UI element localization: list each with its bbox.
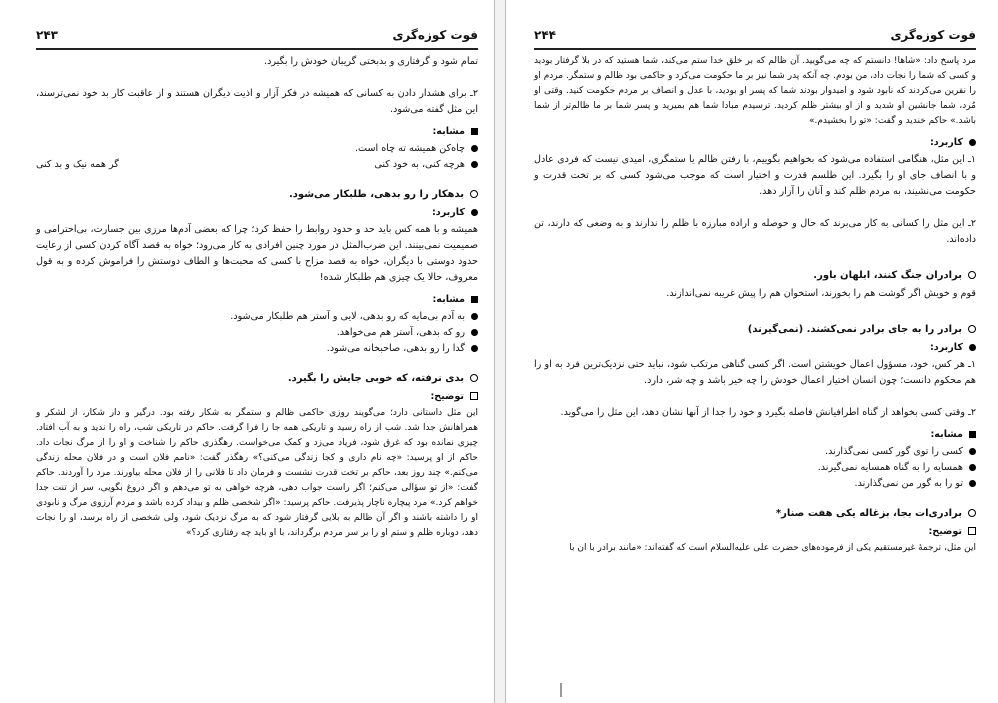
page-bottom-mark xyxy=(560,683,562,697)
left-usage-text: همیشه و با همه کس باید حد و حدود روابط را حفظ کرد؛ چرا که بعضی آدم‌ها مرزی بین جسارت، بی‌احترامی و صمیمیت نمی‌بینند. این ضرب‌المثل در مورد چنین افرادی به کار می‌رود؛ خواه به قصد آگاه کردن کسی از رعایت حدود دوستی با دیگران، خواه به قصد مزاح با کسی که محبت‌ها و الطاف دوستش را فراموش کرده و به قول معروف، حالا یک چیزی هم طلبکار شده! xyxy=(36,224,478,283)
left-similar-item-1: چاه‌کن همیشه ته چاه است. xyxy=(354,143,465,154)
list-item xyxy=(36,325,478,341)
dot-bullet-icon xyxy=(969,139,976,146)
dot-bullet-icon xyxy=(471,145,478,152)
right-usage2-1: ۱ـ هر کس، خود، مسؤول اعمال خویشتن است. اگر کسی گناهی مرتکب شود، نباید حتی نزدیک‌ترین فرد به او را هم محکوم دانست؛ چون انسان اختیار اعمال خودش را چه خیر باشد و چه شر، دارد. xyxy=(534,359,976,386)
dot-bullet-icon xyxy=(969,464,976,471)
left-intro: تمام شود و گرفتاری و بدبختی گریبان خودش را بگیرد. xyxy=(264,56,478,67)
right-running-title: فوت کوزه‌گری xyxy=(890,28,976,42)
left-similar2-heading xyxy=(36,292,478,308)
left-similar2-label: مشابه: xyxy=(432,294,465,305)
left-proverb-1-text: بدهکار را رو بدهی، طلبکار می‌شود. xyxy=(289,189,464,200)
left-proverb-2-text: بدی نرفته، که خوبی جایش را بگیرد. xyxy=(287,373,464,384)
left-similar2-item-2: رو که بدهی، آستر هم می‌خواهد. xyxy=(336,327,465,338)
left-similar-heading xyxy=(36,124,478,140)
left-page xyxy=(22,0,492,703)
list-item xyxy=(36,309,478,325)
right-page-body xyxy=(534,54,976,562)
circle-bullet-icon xyxy=(968,509,976,517)
left-usage-label: کاربرد: xyxy=(431,207,465,218)
left-explain-heading xyxy=(36,389,478,405)
right-usage-label: کاربرد: xyxy=(929,137,963,148)
dot-bullet-icon xyxy=(471,313,478,320)
hollow-square-bullet-icon xyxy=(968,527,976,535)
right-usage-2: ۲ـ این مثل را کسانی به کار می‌برند که حال و حوصله و اراده مبارزه با ظلم را ندارند و به وضعی که دارند، تن داده‌اند. xyxy=(534,218,976,245)
right-explain-text: این مثل، ترجمهٔ غیرمستقیم یکی از فرموده‌های حضرت علی علیه‌السلام است که گفته‌اند: «مانند برادر با ان با xyxy=(569,543,976,553)
dot-bullet-icon xyxy=(471,209,478,216)
right-proverb-2-title xyxy=(534,322,976,338)
circle-bullet-icon xyxy=(470,190,478,198)
left-similar-list xyxy=(36,141,478,173)
dot-bullet-icon xyxy=(969,480,976,487)
left-explain-text: این مثل داستانی دارد؛ می‌گویند روزی حاکمی ظالم و ستمگر به شکار رفته بود. درگیر و دار شکار، از لشکر و همراهانش جدا شد. شب از راه رسید و تاریکی همه جا را فرا گرفت. حاکم در تاریکی شب، راه را ندید و به آب افتاد. چیزی نمانده بود که غرق شود، فریاد می‌زد و کمک می‌خواست. رهگذری حاکم را شناخت و او را از مرگ نجات داد. حاکم از او پرسید: «چه نام داری و کجا زندگی می‌کنی؟» رهگذر گفت: «نامم فلان است و در فلان محله زندگی می‌کنم.» چند روز بعد، حاکم بر تخت قدرت نشست و فرمان داد تا فلانی را از فلان محله بیاورند. مرد را آوردند. حاکم گفت: «از تو سؤالی می‌کنم؛ اگر راست جواب دهی، هرچه خواهی به تو می‌دهم و اگر دروغ بگویی، سر از تنت جدا خواهم کرد.» مرد پیچاره ناچار پذیرفت. حاکم پرسید: «اگر شخصی ظلم و بیداد کرده باشد و مردم آرزوی مرگ و نابودی او را داشته باشند و اگر آن ظالم به بلایی گرفتار شود که به مرگ نزدیک شود، ولی شخصی از راه برسد، او را نجات دهد، دوباره ظلم و ستم او را بر سر مردم برگرداند، با او باید چه رفتاری کرد؟» xyxy=(36,408,478,538)
square-bullet-icon xyxy=(471,296,478,303)
right-page-number: ۲۴۴ xyxy=(534,28,556,42)
square-bullet-icon xyxy=(471,128,478,135)
dot-bullet-icon xyxy=(471,329,478,336)
dot-bullet-icon xyxy=(471,345,478,352)
circle-bullet-icon xyxy=(968,271,976,279)
left-proverb-1-title xyxy=(36,187,478,203)
left-point-2: ۲ـ برای هشدار دادن به کسانی که همیشه در فکر آزار و اذیت دیگران هستند و از عاقبت کار بد خود نمی‌ترسند، این مثل گفته می‌شود. xyxy=(36,88,478,115)
square-bullet-icon xyxy=(969,431,976,438)
left-similar2-item-3: گدا را رو بدهی، صاحبخانه می‌شود. xyxy=(326,343,465,354)
list-item xyxy=(36,157,478,173)
right-usage-heading xyxy=(534,135,976,151)
circle-bullet-icon xyxy=(968,325,976,333)
right-similar-heading xyxy=(534,427,976,443)
list-item xyxy=(534,460,976,476)
list-item xyxy=(36,141,478,157)
right-similar-item-1: کسی را توی گور کسی نمی‌گذارند. xyxy=(825,446,963,457)
right-similar-item-3: تو را به گور من نمی‌گذارند. xyxy=(854,478,963,489)
book-gutter xyxy=(494,0,506,703)
right-proverb-2-text: برادر را به جای برادر نمی‌کشند. (نمی‌گیرند) xyxy=(747,324,962,335)
right-usage-1: ۱ـ این مثل، هنگامی استفاده می‌شود که بخواهیم بگوییم، با رفتن ظالم یا ستمگری، امیدی نیست که فردی عادل و با انصاف جای او را بگیرد. این طلسم قدرت و اختیار است که موجب می‌شود کسی که بر تخت قدرت و حکومت می‌نشیند، به مردم ظلم کند و آنان را آزار دهد. xyxy=(534,154,976,197)
right-explain-label: توضیح: xyxy=(928,526,962,537)
right-proverb-1-text: برادران جنگ کنند، ابلهان باور. xyxy=(813,270,962,281)
right-intro: مرد پاسخ داد: «شاها! دانستم که چه می‌گویید. آن ظالم که بر خلق خدا ستم می‌کند، شما هستید که در بلا گرفتار بودید و کسی که شما را نجات داد، من بودم. چه آنکه پدر شما نیز بر ما حکومت می‌کرد و حاکمی بود ظالم و ستمگر. مردم او را نفرین می‌کردند که نابود شود و امیدوار بودند شما که پسر او بودید، با عدل و انصاف بر مردم حکومت کنید. وقتی او مُرد، شما جانشین او شدید و از او بیشتر ظلم کردید. ترسیدم مبادا شما هم بمیرید و پسر شما بر ما ظالم‌تر از شما باشد.» حاکم خندید و گفت: «تو را بخشیدم.» xyxy=(534,56,976,126)
circle-bullet-icon xyxy=(470,374,478,382)
right-usage2-2: ۲ـ وقتی کسی بخواهد از گناه اطرافیانش فاصله بگیرد و خود را جدا از آنها نشان دهد، این مثل را می‌گوید. xyxy=(560,407,976,418)
right-similar-list xyxy=(534,444,976,492)
right-page xyxy=(520,0,990,703)
left-similar-label: مشابه: xyxy=(432,126,465,137)
right-proverb-1-title xyxy=(534,268,976,284)
left-usage-heading xyxy=(36,205,478,221)
left-page-number: ۲۴۳ xyxy=(36,28,58,42)
left-similar-item-2: هرچه کنی، به خود کنی xyxy=(374,159,465,170)
left-page-body xyxy=(36,54,478,547)
left-page-header xyxy=(36,26,478,50)
left-similar-item-2-verse: گر همه نیک و بد کنی xyxy=(36,159,119,170)
list-item xyxy=(534,476,976,492)
left-running-title: فوت کوزه‌گری xyxy=(392,28,478,42)
dot-bullet-icon xyxy=(471,161,478,168)
left-similar2-list xyxy=(36,309,478,357)
left-explain-label: توضیح: xyxy=(430,391,464,402)
left-similar2-item-1: به آدم بی‌مایه که رو بدهی، لایی و آستر هم طلبکار می‌شود. xyxy=(230,311,465,322)
right-explain-heading xyxy=(534,524,976,540)
right-proverb-1-body: قوم و خویش اگر گوشت هم را بخورند، استخوان هم را پیش غریبه نمی‌اندازند. xyxy=(666,288,976,299)
list-item xyxy=(534,444,976,460)
right-usage2-label: کاربرد: xyxy=(929,342,963,353)
list-item xyxy=(36,341,478,357)
right-proverb-3-title xyxy=(534,506,976,522)
right-proverb-3-text: برادری‌ات بجا، بزغاله یکی هفت صنار* xyxy=(775,508,962,519)
right-usage2-heading xyxy=(534,340,976,356)
right-page-header xyxy=(534,26,976,50)
dot-bullet-icon xyxy=(969,344,976,351)
left-proverb-2-title xyxy=(36,371,478,387)
right-similar-label: مشابه: xyxy=(930,429,963,440)
hollow-square-bullet-icon xyxy=(470,392,478,400)
dot-bullet-icon xyxy=(969,448,976,455)
right-similar-item-2: همسایه را به گناه همسایه نمی‌گیرند. xyxy=(817,462,963,473)
